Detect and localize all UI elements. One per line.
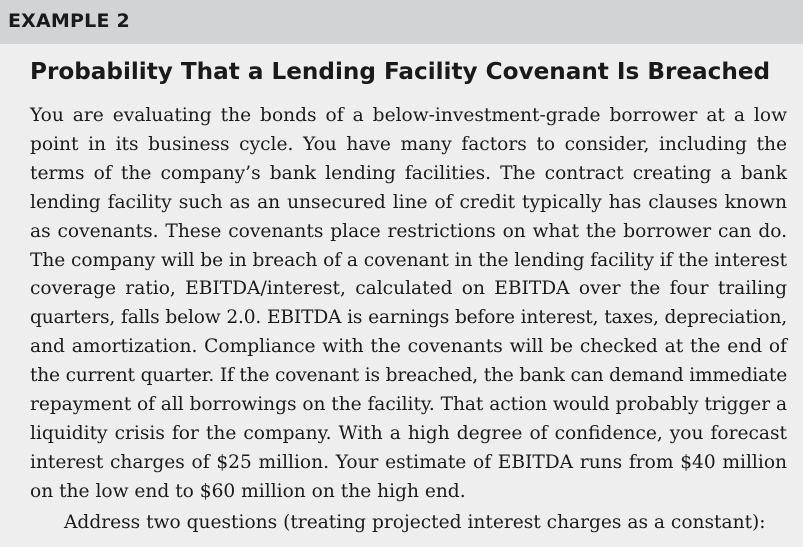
paragraph-line: quarters, falls below 2.0. EBITDA is earnings before interest, taxes, depreciation, [30,307,787,329]
paragraph-line: liquidity crisis for the company. With a high degree of confidence, you forecast [30,422,787,444]
example-header-bar [0,0,803,44]
example-label: EXAMPLE 2 [8,10,130,32]
paragraph-line: as covenants. These covenants place restrictions on what the borrower can do. [30,220,787,242]
example-paragraph [30,102,787,507]
paragraph-line: The company will be in breach of a covenant in the lending facility if the interest [30,249,787,271]
paragraph-line: terms of the company’s bank lending facilities. The contract creating a bank [30,162,787,184]
address-questions-line: Address two questions (treating projected interest charges as a constant): [64,512,766,533]
paragraph-line: coverage ratio, EBITDA/interest, calculated on EBITDA over the four trailing [30,278,787,300]
paragraph-line: interest charges of $25 million. Your estimate of EBITDA runs from $40 million [30,451,787,473]
paragraph-line: point in its business cycle. You have many factors to consider, including the [30,133,787,155]
example-title: Probability That a Lending Facility Covenant Is Breached [30,59,771,85]
paragraph-line: You are evaluating the bonds of a below-investment-grade borrower at a low [30,105,787,126]
paragraph-line: on the low end to $60 million on the high end. [30,480,466,502]
example-content [0,44,803,547]
paragraph-line: and amortization. Compliance with the covenants will be checked at the end of [30,336,787,358]
paragraph-line: lending facility such as an unsecured line of credit typically has clauses known [30,191,787,213]
paragraph-line: the current quarter. If the covenant is breached, the bank can demand immediate [30,365,787,387]
paragraph-line: repayment of all borrowings on the facility. That action would probably trigger a [30,394,787,416]
